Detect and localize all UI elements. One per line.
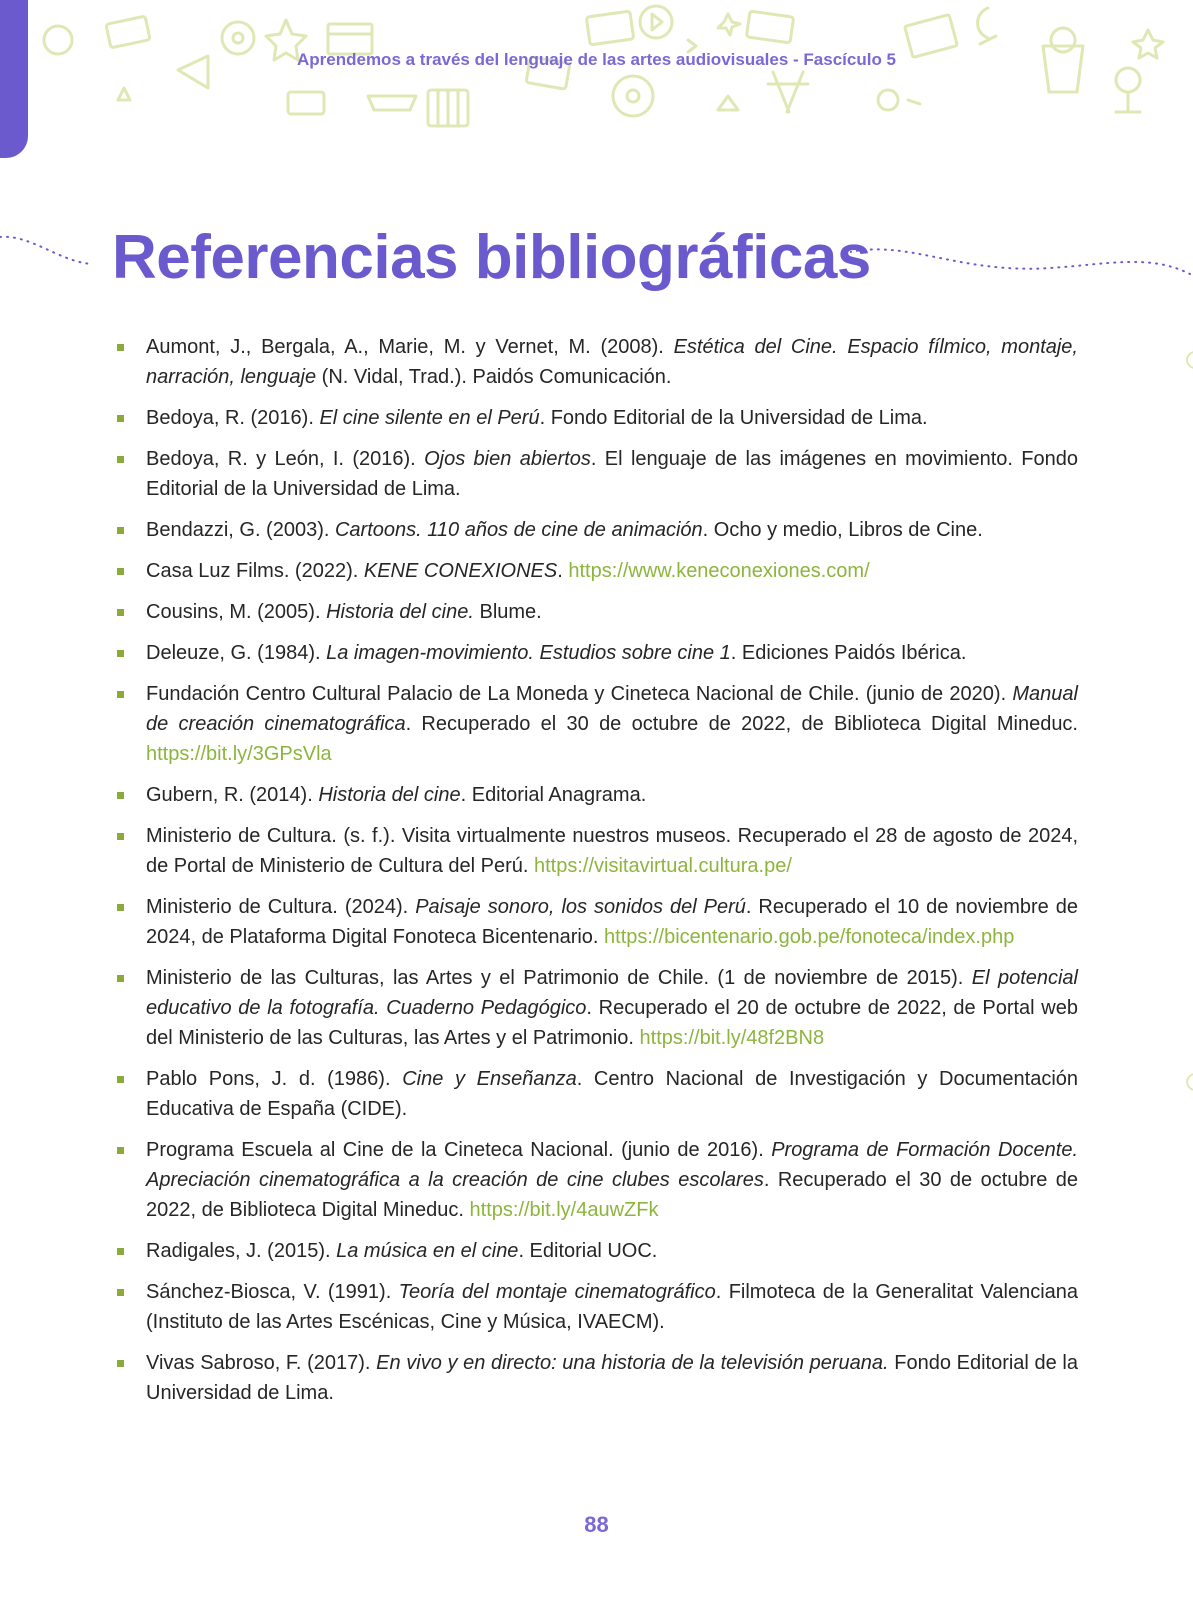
edge-leaf-icon <box>1183 350 1193 370</box>
reference-item <box>116 515 1078 545</box>
reference-text: . Ocho y medio, Libros de Cine. <box>702 519 983 541</box>
reference-title: Paisaje sonoro, los sonidos del Perú <box>415 896 746 918</box>
reference-link[interactable]: https://bit.ly/3GPsVla <box>146 743 332 765</box>
reference-list <box>116 332 1078 1419</box>
reference-text: . Editorial Anagrama. <box>460 784 647 806</box>
reference-link[interactable]: https://visitavirtual.cultura.pe/ <box>533 855 792 877</box>
square-bullet-icon <box>117 527 124 534</box>
square-bullet-icon <box>117 1248 124 1255</box>
reference-text: Sánchez-Biosca, V. (1991). <box>146 1281 399 1303</box>
reference-text: . Recuperado el 30 de octubre de 2022, de Biblioteca Digital Mineduc. <box>146 1169 1078 1221</box>
reference-text: . <box>557 560 569 582</box>
reference-text: . Centro Nacional de Investigación y Documentación Educativa de España (CIDE). <box>146 1068 1079 1120</box>
reference-title: Cartoons. 110 años de cine de animación <box>334 519 703 541</box>
reference-item <box>116 821 1078 881</box>
reference-text: . Ediciones Paidós Ibérica. <box>730 642 967 664</box>
reference-item <box>116 403 1078 433</box>
reference-title: En vivo y en directo: una historia de la televisión peruana. <box>376 1352 889 1374</box>
square-bullet-icon <box>117 691 124 698</box>
reference-item <box>116 679 1078 769</box>
reference-item <box>116 892 1078 952</box>
square-bullet-icon <box>117 609 124 616</box>
reference-item <box>116 1135 1078 1225</box>
reference-title: KENE CONEXIONES <box>363 560 558 582</box>
reference-title: Ojos bien abiertos <box>424 448 591 470</box>
reference-text: . Recuperado el 20 de octubre de 2022, de Portal web del Ministerio de las Culturas, las Artes y el Patrimonio. <box>146 997 1078 1049</box>
reference-title: Programa de Formación Docente. Apreciación cinematográfica a la creación de cine clubes escolares <box>146 1139 1078 1191</box>
reference-text: Fundación Centro Cultural Palacio de La Moneda y Cineteca Nacional de Chile. (junio de 2020). <box>146 683 1013 705</box>
reference-text: Radigales, J. (2015). <box>146 1240 337 1262</box>
square-bullet-icon <box>117 456 124 463</box>
reference-text: Blume. <box>473 601 542 623</box>
reference-text: . Recuperado el 30 de octubre de 2022, de Biblioteca Digital Mineduc. <box>405 713 1078 735</box>
reference-title: Estética del Cine. Espacio fílmico, montaje, narración, lenguaje <box>146 336 1078 388</box>
square-bullet-icon <box>117 344 124 351</box>
dotted-swirl-left-icon <box>0 232 95 272</box>
square-bullet-icon <box>117 1147 124 1154</box>
reference-item <box>116 444 1078 504</box>
reference-text: Pablo Pons, J. d. (1986). <box>146 1068 403 1090</box>
reference-title: El potencial educativo de la fotografía. Cuaderno Pedagógico <box>146 967 1079 1019</box>
reference-text: . Fondo Editorial de la Universidad de Lima. <box>539 407 928 429</box>
reference-item <box>116 1236 1078 1266</box>
square-bullet-icon <box>117 1076 124 1083</box>
reference-text: . El lenguaje de las imágenes en movimiento. Fondo Editorial de la Universidad de Lima. <box>146 448 1079 500</box>
reference-text: Bedoya, R. (2016). <box>146 407 320 429</box>
side-tab <box>0 0 28 158</box>
reference-link[interactable]: https://bit.ly/48f2BN8 <box>639 1027 825 1049</box>
reference-title: La música en el cine <box>336 1240 519 1262</box>
reference-text: Cousins, M. (2005). <box>146 601 327 623</box>
square-bullet-icon <box>117 1289 124 1296</box>
page-number: 88 <box>584 1512 609 1537</box>
reference-title: El cine silente en el Perú <box>319 407 540 429</box>
reference-link[interactable]: https://www.keneconexiones.com/ <box>568 560 870 582</box>
reference-title: Teoría del montaje cinematográfico <box>398 1281 716 1303</box>
reference-text: Fondo Editorial de la Universidad de Lima. <box>146 1352 1079 1404</box>
reference-item <box>116 638 1078 668</box>
reference-text: . Recuperado el 10 de noviembre de 2024, de Plataforma Digital Fonoteca Bicentenario. <box>146 896 1079 948</box>
square-bullet-icon <box>117 792 124 799</box>
square-bullet-icon <box>117 833 124 840</box>
square-bullet-icon <box>117 650 124 657</box>
dotted-swirl-right-icon <box>850 244 1193 284</box>
square-bullet-icon <box>117 904 124 911</box>
reference-item <box>116 1348 1078 1408</box>
page-title: Referencias bibliográficas <box>112 223 871 292</box>
reference-title: La imagen-movimiento. Estudios sobre cine 1 <box>326 642 731 664</box>
cinema-doodles-icon <box>28 0 1193 140</box>
reference-title: Historia del cine <box>318 784 461 806</box>
reference-item <box>116 556 1078 586</box>
reference-item <box>116 1277 1078 1337</box>
edge-leaf-icon <box>1183 1072 1193 1092</box>
square-bullet-icon <box>117 975 124 982</box>
reference-text: (N. Vidal, Trad.). Paidós Comunicación. <box>316 366 672 388</box>
reference-text: . Filmoteca de la Generalitat Valenciana (Instituto de las Artes Escénicas, Cine y Música, IVAECM). <box>146 1281 1079 1333</box>
reference-text: Programa Escuela al Cine de la Cineteca Nacional. (junio de 2016). <box>146 1139 772 1161</box>
reference-text: Bendazzi, G. (2003). <box>146 519 335 541</box>
reference-item <box>116 780 1078 810</box>
reference-text: Ministerio de las Culturas, las Artes y el Patrimonio de Chile. (1 de noviembre de 2015). <box>146 967 972 989</box>
square-bullet-icon <box>117 568 124 575</box>
reference-item <box>116 597 1078 627</box>
reference-link[interactable]: https://bicentenario.gob.pe/fonoteca/index.php <box>604 926 1015 948</box>
reference-title: Manual de creación cinematográfica <box>146 683 1078 735</box>
reference-text: Ministerio de Cultura. (s. f.). Visita virtualmente nuestros museos. Recuperado el 28 de agosto de 2024, de Portal de Ministerio de Cultura del Perú. <box>146 825 1078 877</box>
reference-text: Deleuze, G. (1984). <box>146 642 327 664</box>
reference-link[interactable]: https://bit.ly/4auwZFk <box>469 1199 659 1221</box>
reference-title: Historia del cine. <box>326 601 474 623</box>
reference-text: Casa Luz Films. (2022). <box>146 560 364 582</box>
reference-text: Vivas Sabroso, F. (2017). <box>146 1352 377 1374</box>
reference-item <box>116 963 1078 1053</box>
reference-text: Bedoya, R. y León, I. (2016). <box>146 448 425 470</box>
reference-item <box>116 1064 1078 1124</box>
reference-item <box>116 332 1078 392</box>
square-bullet-icon <box>117 415 124 422</box>
reference-title: Cine y Enseñanza <box>402 1068 577 1090</box>
header-doodle-band <box>28 0 1193 140</box>
reference-text: Gubern, R. (2014). <box>146 784 319 806</box>
header-subtitle: Aprendemos a través del lenguaje de las artes audiovisuales - Fascículo 5 <box>296 50 897 69</box>
reference-text: Aumont, J., Bergala, A., Marie, M. y Vernet, M. (2008). <box>146 336 674 358</box>
reference-text: . Editorial UOC. <box>518 1240 658 1262</box>
square-bullet-icon <box>117 1360 124 1367</box>
reference-text: Ministerio de Cultura. (2024). <box>146 896 416 918</box>
